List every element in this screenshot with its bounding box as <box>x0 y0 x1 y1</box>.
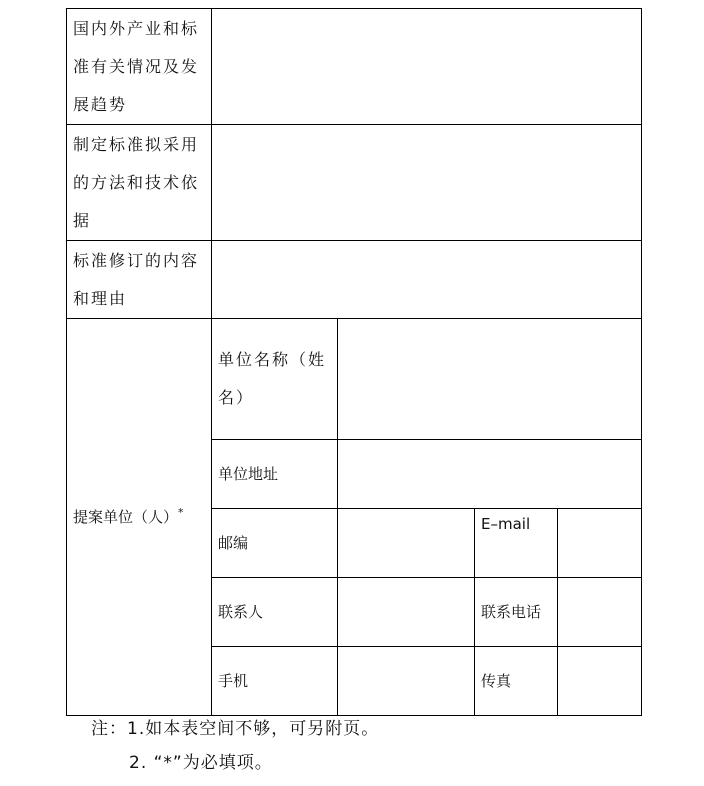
postcode-field[interactable] <box>338 509 475 578</box>
unit-address-field[interactable] <box>338 440 642 509</box>
mobile-field[interactable] <box>338 647 475 716</box>
unit-name-field[interactable] <box>338 319 642 440</box>
postcode-label: 邮编 <box>212 509 338 578</box>
required-mark: * <box>178 506 184 519</box>
form-notes <box>91 712 379 780</box>
form-row-revision <box>67 241 642 319</box>
industry-trends-label: 国内外产业和标准有关情况及发展趋势 <box>67 9 212 125</box>
form-row-industry-trends <box>67 9 642 125</box>
contact-field[interactable] <box>338 578 475 647</box>
fax-label: 传真 <box>475 647 558 716</box>
revision-label: 标准修订的内容和理由 <box>67 241 212 319</box>
revision-field[interactable] <box>212 241 642 319</box>
unit-address-label: 单位地址 <box>212 440 338 509</box>
fax-field[interactable] <box>558 647 642 716</box>
proposal-form-table <box>66 8 642 716</box>
phone-label: 联系电话 <box>475 578 558 647</box>
note-1: 注：1.如本表空间不够，可另附页。 <box>91 719 380 739</box>
methods-field[interactable] <box>212 125 642 241</box>
proposer-label: 提案单位（人） <box>73 508 179 526</box>
proposer-label-cell <box>67 319 212 716</box>
email-label: E–mail <box>475 509 558 578</box>
mobile-label: 手机 <box>212 647 338 716</box>
industry-trends-field[interactable] <box>212 9 642 125</box>
form-row-methods <box>67 125 642 241</box>
form-row-unit-name <box>67 319 642 440</box>
unit-name-label: 单位名称（姓名） <box>212 319 338 440</box>
phone-field[interactable] <box>558 578 642 647</box>
contact-label: 联系人 <box>212 578 338 647</box>
email-field[interactable] <box>558 509 642 578</box>
methods-label: 制定标准拟采用的方法和技术依据 <box>67 125 212 241</box>
note-2: 2. “*”为必填项。 <box>129 753 273 773</box>
